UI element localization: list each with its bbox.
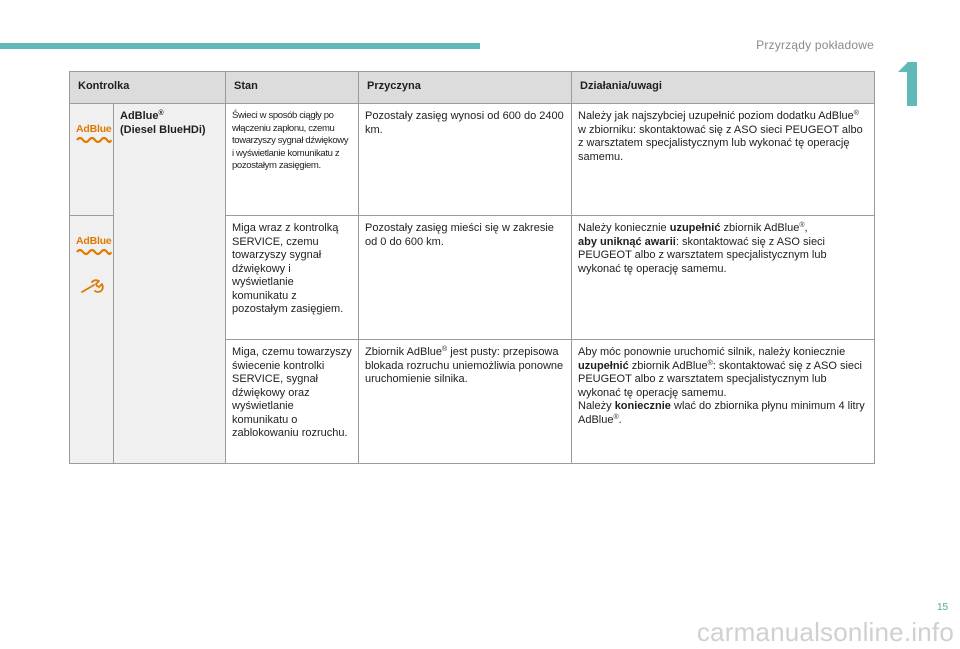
row1-dzialania-text-1: Należy jak najszybciej uzupełnić poziom dodatku AdBlue [578,110,854,122]
row3-dzialania-text-2: zbiornik AdBlue [628,359,708,372]
header-stan: Stan [226,72,359,104]
icon-cell [70,104,114,216]
registered-mark: ® [613,413,619,421]
warning-name-cell [114,104,226,464]
row3-dzialania-bold-1: uzupełnić [578,359,629,372]
adblue-icon-text: AdBlue [76,123,112,135]
registered-mark: ® [799,222,805,229]
adblue-wave-icon [76,136,112,144]
row2-dzialania-text-4: : skontaktować się z ASO sieci PEUGEOT albo z warsztatem specjalistycznym lub wykonać tę operację samemu. [578,235,827,275]
chapter-number-1 [898,62,917,106]
warning-subname: (Diesel BlueHDi) [120,123,206,136]
header-accent-bar [0,43,480,49]
watermark-link[interactable]: carmanualsonline.info [696,617,954,647]
row1-stan: Świeci w sposób ciągły po włączeniu zapłonu, czemu towarzyszy sygnał dźwiękowy i wyświetlanie komunikatu z pozostałym zasięgiem. [226,104,359,216]
row3-dzialania-text-5: wlać do zbiornika płynu minimum 4 litry AdBlue [578,400,865,426]
row1-dzialania-text-2: w zbiorniku: skontaktować się z ASO sieci PEUGEOT albo z warsztatem specjalistycznym lub wykonać tę operację samemu. [578,123,863,163]
warning-lights-table [69,71,875,464]
row3-dzialania-bold-2: koniecznie [614,400,671,412]
table-header-row [70,72,875,104]
row2-dzialania-text-2: zbiornik AdBlue [720,222,800,234]
row3-przyczyna [359,340,572,464]
row3-dzialania-text-4: Należy [578,400,615,412]
row3-dzialania-text-1: Aby móc ponownie uruchomić silnik, należy koniecznie [578,346,846,358]
table-row [70,104,875,216]
header-przyczyna: Przyczyna [359,72,572,104]
icon-cell [70,216,114,464]
adblue-icon [76,236,116,258]
registered-mark: ® [707,359,713,367]
chapter-number-stem [907,62,917,106]
section-title: Przyrządy pokładowe [756,38,874,52]
adblue-icon [76,124,116,146]
row3-dzialania [572,340,875,464]
registered-mark: ® [853,110,859,117]
adblue-wave-icon [76,248,112,256]
registered-mark: ® [442,346,448,353]
row3-przyczyna-text-2: jest pusty: przepisowa blokada rozruchu uniemożliwia ponowne uruchomienie silnika. [365,346,564,385]
row1-przyczyna: Pozostały zasięg wynosi od 600 do 2400 km. [359,104,572,216]
row3-stan: Miga, czemu towarzyszy świecenie kontrolki SERVICE, sygnał dźwiękowy oraz wyświetlanie komunikatu o zablokowaniu rozruchu. [226,340,359,464]
row2-dzialania-bold-2: aby uniknąć awarii [578,235,676,248]
wrench-icon [80,279,104,295]
row2-stan: Miga wraz z kontrolką SERVICE, czemu towarzyszy sygnał dźwiękowy i wyświetlanie komunikatu z pozostałym zasięgiem. [226,216,359,340]
row3-dzialania-text-6: . [618,413,622,426]
registered-mark: ® [158,110,164,117]
row2-dzialania-bold-1: uzupełnić [669,222,721,234]
row3-dzialania-text-3: : skontaktować się z ASO sieci PEUGEOT albo z warsztatem specjalistycznym lub wykonać tę operację samemu. [578,359,862,399]
warning-name: AdBlue [120,110,159,122]
header-kontrolka: Kontrolka [70,72,226,104]
row2-dzialania-text-1: Należy koniecznie [578,222,670,234]
row2-dzialania [572,216,875,340]
row3-przyczyna-text-1: Zbiornik AdBlue [365,346,443,358]
page-number: 15 [937,602,949,613]
row2-dzialania-text-3: , [804,222,808,234]
header-dzialania: Działania/uwagi [572,72,875,104]
row2-przyczyna: Pozostały zasięg mieści się w zakresie od 0 do 600 km. [359,216,572,340]
adblue-icon-text: AdBlue [76,235,112,247]
row1-dzialania [572,104,875,216]
